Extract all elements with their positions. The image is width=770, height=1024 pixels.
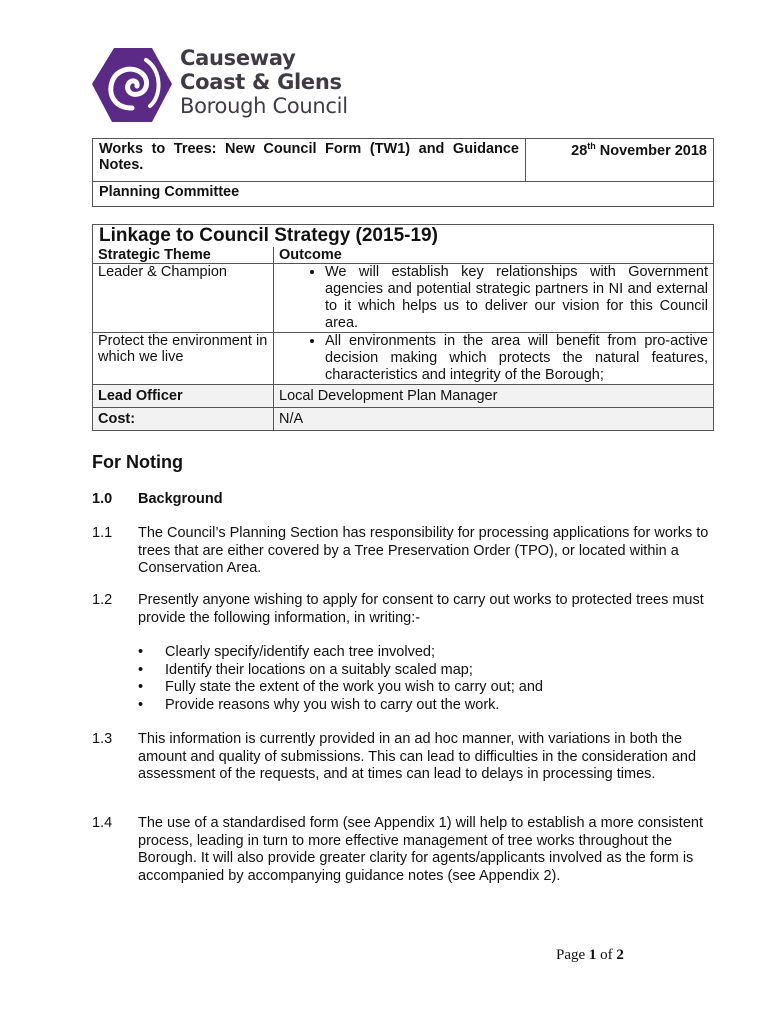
paragraph-text: Presently anyone wishing to apply for consent to carry out works to protected trees must provide the following information, in writing:-	[138, 592, 704, 626]
page-number: Page 1 of 2	[556, 947, 624, 963]
strategy-title: Linkage to Council Strategy (2015-19)	[93, 225, 714, 248]
strategy-table	[92, 224, 714, 431]
cost-value: N/A	[274, 408, 714, 431]
outcome-text: • All environments in the area will benefit from pro-active decision making which protects the natural features, characteristics and integrity of the Borough;	[325, 333, 708, 384]
list-item: • Clearly specify/identify each tree involved;	[138, 644, 435, 660]
bullet-icon: •	[138, 661, 144, 678]
paragraph	[92, 592, 712, 627]
subsection-title: Background	[138, 491, 223, 507]
list-item: • Fully state the extent of the work you wish to carry out; and	[138, 679, 543, 695]
theme-cell: Leader & Champion	[93, 264, 274, 333]
col-header-outcome: Outcome	[274, 247, 714, 264]
col-header-theme: Strategic Theme	[93, 247, 274, 264]
lead-officer-label: Lead Officer	[93, 385, 274, 408]
bullet-icon: •	[138, 644, 144, 660]
committee-name: Planning Committee	[93, 182, 714, 207]
outcome-text: • We will establish key relationships with Government agencies and potential strategic partners in NI and external to it which helps us to deliver our vision for this Council area.	[325, 264, 708, 332]
cost-label: Cost:	[93, 408, 274, 431]
subsection-number: 1.0	[92, 491, 113, 507]
council-logo	[92, 44, 362, 124]
paragraph-text: This information is currently provided in an ad hoc manner, with variations in both the amount and quality of submissions. This can lead to difficulties in the consideration and assessment of the requests, and at times can lead to delays in processing times.	[138, 731, 697, 782]
theme-cell: Protect the environment in which we live	[93, 333, 274, 385]
paragraph-text: The use of a standardised form (see Appendix 1) will help to establish a more consistent process, leading in turn to more effective management of tree works throughout the Borough. It will also provide greater clarity for agents/applicants involved as the form is accompanied by accompanying guidance notes (see Appendix 2).	[138, 815, 703, 884]
list-item: • Provide reasons why you wish to carry out the work.	[138, 696, 500, 713]
paragraph-number: 1.4	[92, 815, 113, 831]
paragraph-number: 1.2	[92, 592, 113, 608]
paragraph	[92, 525, 712, 578]
bullet-icon: •	[138, 696, 144, 713]
subsection-heading	[92, 491, 712, 509]
report-header-table	[92, 138, 714, 207]
logo-wordmark	[180, 46, 348, 118]
logo-line-1: Causeway	[180, 46, 296, 70]
paragraph-number: 1.3	[92, 731, 113, 747]
logo-line-2: Coast & Glens	[180, 70, 342, 94]
paragraph	[92, 815, 712, 885]
paragraph	[92, 731, 712, 784]
outcome-cell	[274, 264, 714, 333]
bullet-icon: •	[138, 679, 144, 695]
logo-line-3: Borough Council	[180, 94, 348, 118]
section-heading: For Noting	[92, 452, 183, 472]
swirl-logo-icon	[92, 46, 172, 124]
outcome-cell	[274, 333, 714, 385]
report-date: 28th November 2018	[526, 139, 714, 182]
paragraph-number: 1.1	[92, 525, 113, 541]
paragraph-text: The Council’s Planning Section has responsibility for processing applications for works to trees that are either covered by a Tree Preservation Order (TPO), or located within a Conservation Area.	[138, 525, 709, 576]
lead-officer-value: Local Development Plan Manager	[274, 385, 714, 408]
list-item: • Identify their locations on a suitably scaled map;	[138, 661, 473, 678]
requirements-list	[138, 644, 698, 714]
report-title: Works to Trees: New Council Form (TW1) and Guidance Notes.	[93, 139, 526, 182]
